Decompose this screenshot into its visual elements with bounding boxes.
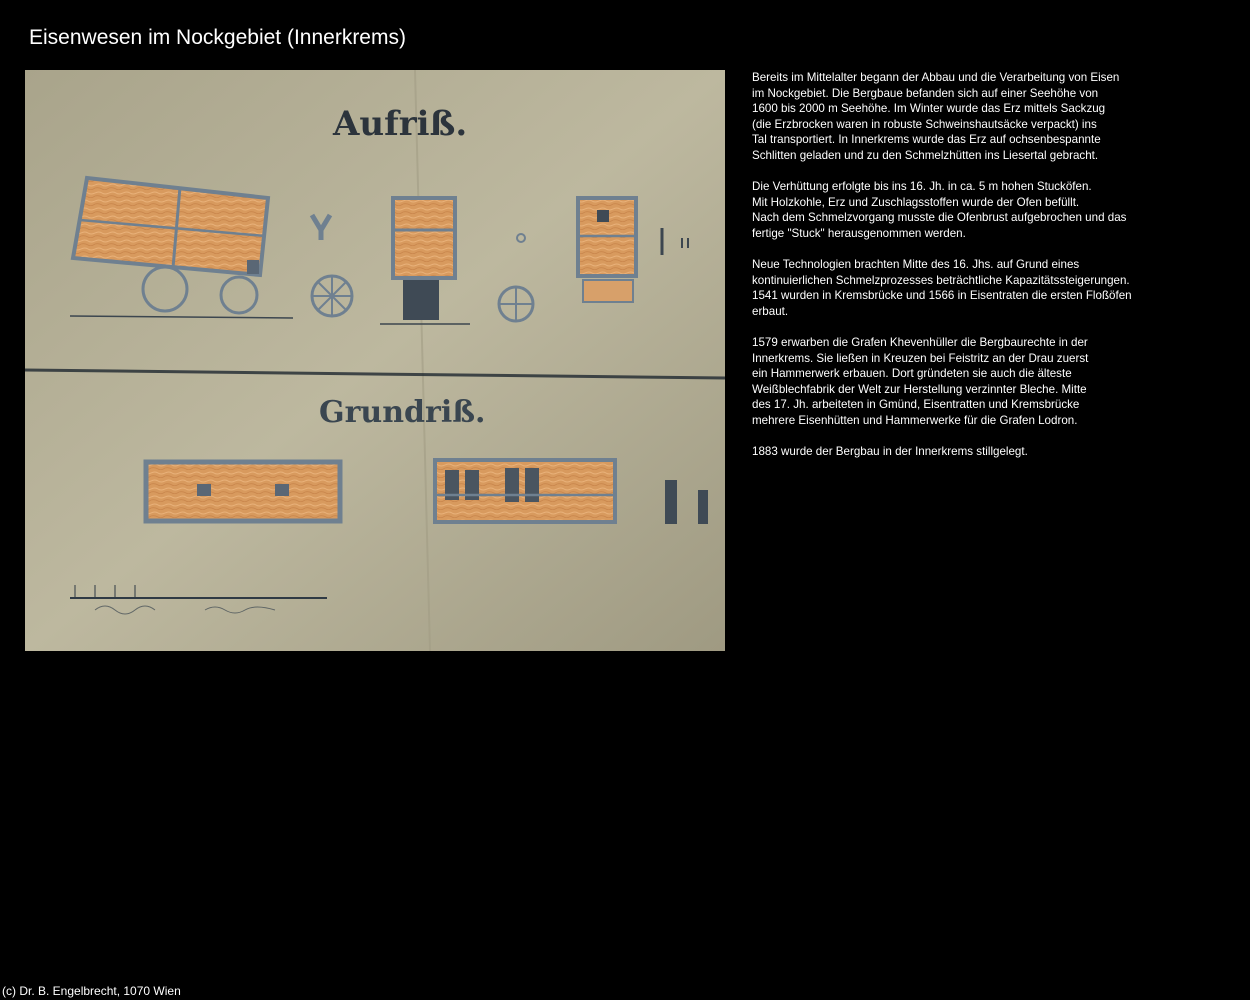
paragraph-1: Bereits im Mittelalter begann der Abbau und die Verarbeitung von Eisen im Nockgebiet. Die Bergbaue befanden sich auf einer Seehöhe von 1600 bis 2000 m Seehöhe. Im Winter wurde das Erz mittels Sackzug (die Erzbrocken waren in robuste Schweinshautsäcke verpackt) ins Tal transportiert. In Innerkrems wurde das Erz auf ochsenbespannte Schlitten geladen und zu den Schmelzhütten ins Liesertal gebracht. <box>752 71 1120 162</box>
axle-plan-view <box>435 460 615 522</box>
heading-grundriss: Grundriß. <box>319 395 486 430</box>
heading-aufriss: Aufriß. <box>333 104 468 144</box>
historic-drawing-photo <box>25 70 725 651</box>
wagon-back-view <box>578 198 636 302</box>
copyright-footer: (c) Dr. B. Engelbrecht, 1070 Wien <box>2 984 181 998</box>
wagon-plan-view <box>146 462 340 521</box>
paragraph-4: 1579 erwarben die Grafen Khevenhüller die Bergbaurechte in der Innerkrems. Sie ließen in Kreuzen bei Feistritz an der Drau zuerst ein Hammerwerk erbauen. Dort gründeten sie auch die älteste Weißblechfabrik der Welt zur Herstellung verzinnter Bleche. Mitte des 17. Jh. arbeiteten in Gmünd, Eisentratten und Kremsbrücke mehrere Eisenhütten und Hammerwerke für die Grafen Lodron. <box>752 336 1089 428</box>
paragraph-5: 1883 wurde der Bergbau in der Innerkrems stillgelegt. <box>752 445 1028 459</box>
page-title: Eisenwesen im Nockgebiet (Innerkrems) <box>29 26 406 49</box>
paragraph-2: Die Verhüttung erfolgte bis ins 16. Jh. in ca. 5 m hohen Stucköfen. Mit Holzkohle, Erz und Zuschlagsstoffen wurde der Ofen befüllt. Nach dem Schmelzvorgang musste die Ofenbrust aufgebrochen und das fertige "Stuck" herausgenommen werden. <box>752 180 1127 240</box>
paragraph-3: Neue Technologien brachten Mitte des 16. Jhs. auf Grund eines kontinuierlichen Schmelzprozesses beträchtliche Kapazitätssteigerungen. 1541 wurden in Kremsbrücke und 1566 in Eisentraten die ersten Floßöfen erbaut. <box>752 258 1132 318</box>
description-text <box>752 70 1172 475</box>
